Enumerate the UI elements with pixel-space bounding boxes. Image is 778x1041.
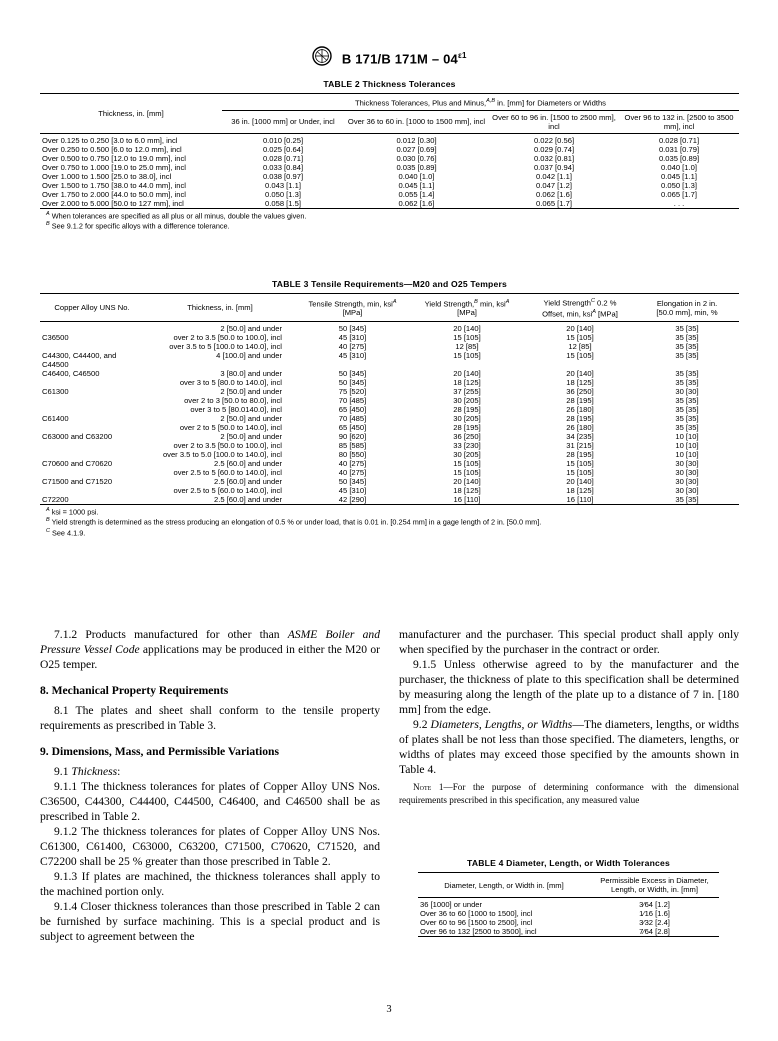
table-3-cell: 20 [140] [453, 369, 481, 379]
table-3-cell: 85 [585] [338, 441, 367, 451]
table-4-row [418, 909, 719, 918]
table-3-row [40, 351, 739, 360]
table-3-row [40, 495, 739, 504]
table-3-cell: 4 [100.0] and under [216, 351, 282, 361]
footnote: $^A$ When tolerances are specified as all plus or all minus, double the values given. [46, 210, 307, 220]
table-2-col-1: 36 in. [1000 mm] or Under, incl [231, 117, 335, 127]
table-3-cell: 70 [485] [338, 414, 367, 424]
paragraph-9-1-4-cont: manufacturer and the purchaser. This special product shall apply only when specified by the purchaser in the contract or order. [399, 628, 739, 656]
paragraph-9-1-2: 9.1.2 The thickness tolerances for plates of Copper Alloy UNS Nos. C61300, C61400, C63000, C63200, C71500, C70620, C71520, and C72200 shall be 25 % greater than those prescribed in Table 2. [40, 825, 380, 868]
table-3-cell: 35 [35] [675, 414, 699, 424]
table-2-row [40, 133, 739, 145]
table-2-cell: Over 1.500 to 1.750 [38.0 to 44.0 mm], incl [42, 180, 186, 190]
table-4-cell: 36 [1000] or under [420, 900, 483, 909]
table-3-caption: TABLE 3 Tensile Requirements—M20 and O25 Tempers [271, 279, 507, 289]
table-3-cell: 18 [125] [566, 378, 594, 388]
table-3-cell [40, 468, 144, 477]
table-3 [40, 279, 739, 537]
table-4-row [418, 898, 719, 910]
page-number: 3 [386, 1004, 392, 1015]
table-2-cell: 0.037 [0.94] [533, 162, 575, 172]
table-3-cell: 35 [35] [675, 324, 699, 334]
footnote: $^C$ See 4.1.9. [46, 527, 86, 538]
table-3-row [40, 369, 739, 378]
table-3-cell: C44300, C44400, and [42, 351, 117, 361]
table-3-cell: 36 [250] [453, 432, 481, 442]
table-3-cell: C72200 [42, 495, 69, 505]
table-3-cell: 45 [310] [338, 333, 367, 343]
table-3-row [40, 405, 739, 414]
table-3-row [40, 387, 739, 396]
table-3-cell: 35 [35] [675, 351, 699, 361]
table-3-cell: 65 [450] [338, 423, 367, 433]
table-2-cell: Over 2.000 to 5.000 [50.0 to 127 mm], incl [42, 198, 184, 208]
table-3-cell: C71500 and C71520 [42, 477, 113, 487]
table-2-cell: 0.031 [0.79] [658, 144, 700, 154]
table-3-cell: 26 [180] [566, 423, 594, 433]
table-2-cell: 0.043 [1.1] [265, 180, 301, 190]
table-3-cell: 18 [125] [566, 486, 594, 496]
section-8-heading: 8. Mechanical Property Requirements [40, 684, 229, 697]
table-3-cell [409, 360, 525, 369]
right-column [399, 627, 739, 806]
table-3-cell [40, 342, 144, 351]
table-3-cell: over 3 to 5 [80.0140.0], incl [190, 405, 282, 415]
page-header [0, 46, 778, 71]
table-3-cell: 10 [10] [675, 450, 699, 460]
table-3-cell: over 3.5 to 5.0 [100.0 to 140.0], incl [162, 450, 282, 460]
left-column [40, 627, 380, 944]
table-4-cell: Over 36 to 60 [1000 to 1500], incl [420, 909, 533, 918]
table-4-cell: 3⁄32 [2.4] [639, 918, 670, 927]
table-2-row [40, 199, 739, 208]
table-3-cell [40, 423, 144, 432]
table-3-row [40, 468, 739, 477]
table-4-row [418, 918, 719, 927]
table-3-cell: 30 [205] [453, 414, 481, 424]
table-2-cell: 0.029 [0.74] [533, 144, 575, 154]
table-3-cell: 28 [195] [453, 405, 481, 415]
table-3-cell [40, 322, 144, 334]
table-2-cell: 0.045 [1.1] [398, 180, 435, 190]
table-3-cell [40, 396, 144, 405]
table-2-cell: 0.035 [0.89] [658, 153, 700, 163]
table-3-cell: 10 [10] [675, 432, 699, 442]
table-3-cell: 2 [50.0] and under [220, 387, 282, 397]
table-3-cell: 35 [35] [675, 378, 699, 388]
table-3-cell: 16 [110] [453, 495, 481, 505]
table-3-cell: C44500 [42, 360, 69, 370]
table-2-cell: 0.040 [1.0] [398, 171, 435, 181]
table-4-cell: 7⁄64 [2.8] [639, 927, 670, 936]
table-3-cell: 37 [255] [453, 387, 481, 397]
table-3-cell: 30 [30] [675, 477, 699, 487]
table-3-cell: 50 [345] [338, 324, 367, 334]
table-2-cell: Over 0.125 to 0.250 [3.0 to 6.0 mm], incl [42, 135, 178, 145]
table-3-cell: 35 [35] [675, 423, 699, 433]
table-3-cell: 75 [520] [338, 387, 367, 397]
table-3-cell: 35 [35] [675, 396, 699, 406]
table-3-cell: 18 [125] [453, 378, 481, 388]
table-2 [40, 79, 739, 230]
table-2-row [40, 145, 739, 154]
table-2-cell: 0.047 [1.2] [536, 180, 572, 190]
paragraph-9-2: 9.2 Diameters, Lengths, or Widths—The diameters, lengths, or widths of plates shall be not less than those specified. The diameters, lengths, or widths of plates may exceed those specified by the amounts shown in Table 4. [399, 718, 740, 776]
table-3-cell: 80 [550] [338, 450, 367, 460]
table-2-cell: Over 0.750 to 1.000 [19.0 to 25.0 mm], incl [42, 162, 186, 172]
table-3-cell [40, 405, 144, 414]
table-3-cell: 2.5 [60.0] and under [214, 477, 282, 487]
table-3-cell: C63000 and C63200 [42, 432, 113, 442]
table-3-cell: 50 [345] [338, 369, 367, 379]
epsilon-superscript: ε1 [457, 50, 467, 60]
table-3-cell: 31 [215] [566, 441, 594, 451]
table-2-cell: Over 1.000 to 1.500 [25.0 to 38.0], incl [42, 171, 172, 181]
table-3-cell: 30 [30] [675, 486, 699, 496]
table-3-cell: 33 [230] [453, 441, 481, 451]
table-3-row [40, 396, 739, 405]
table-3-col-yield: Yield Strength,$^B$ min, ksi$^A$ [MPa] [424, 298, 510, 318]
table-4-cell: 3⁄64 [1.2] [639, 900, 670, 909]
table-3-cell: C70600 and C70620 [42, 459, 113, 469]
table-3-row [40, 322, 739, 334]
table-3-cell: 2 [50.0] and under [220, 432, 282, 442]
table-3-row [40, 486, 739, 495]
table-2-cell: 0.030 [0.76] [396, 153, 437, 163]
table-2-cell: 0.032 [0.81] [533, 153, 575, 163]
table-2-cell: 0.025 [0.64] [262, 144, 304, 154]
table-3-cell: C46400, C46500 [42, 369, 100, 379]
table-3-cell: 30 [30] [675, 459, 699, 469]
table-3-cell: over 3.5 to 5 [100.0 to 140.0], incl [169, 342, 282, 352]
table-3-cell: 45 [310] [338, 351, 367, 361]
table-3-row [40, 441, 739, 450]
table-3-cell: 35 [35] [675, 333, 699, 343]
table-3-cell: over 2 to 3.5 [50.0 to 100.0], incl [173, 333, 282, 343]
table-2-cell: 0.055 [1.4] [398, 189, 435, 199]
table-3-row [40, 414, 739, 423]
table-3-col-thickness: Thickness, in. [mm] [187, 303, 253, 313]
table-2-row [40, 154, 739, 163]
table-3-cell: 42 [290] [338, 495, 367, 505]
table-3-cell: 30 [30] [675, 468, 699, 478]
table-4-cell: Over 60 to 96 [1500 to 2500], incl [420, 918, 533, 927]
table-3-cell: 15 [105] [566, 333, 594, 343]
table-3-cell: 70 [485] [338, 396, 367, 406]
table-3-cell: over 2 to 3.5 [50.0 to 100.0], incl [173, 441, 282, 451]
table-4-row [418, 927, 719, 937]
table-2-cell: 0.062 [1.6] [398, 198, 435, 208]
table-3-cell: 28 [195] [566, 450, 594, 460]
table-3-col-yield-offset: Yield Strength$^C$ 0.2 % Offset, min, ksi$^A$ [MPa] [542, 298, 618, 319]
table-3-cell: 65 [450] [338, 405, 367, 415]
table-2-cell: 0.062 [1.6] [536, 189, 572, 199]
table-2-grid [40, 93, 739, 208]
table-3-cell: 12 [85] [568, 342, 592, 352]
table-3-cell: C36500 [42, 333, 69, 343]
table-3-cell: 30 [205] [453, 396, 481, 406]
table-2-cell: 0.065 [1.7] [536, 198, 572, 208]
table-3-cell [40, 441, 144, 450]
table-3-cell: 35 [35] [675, 342, 699, 352]
table-3-cell: 2.5 [60.0] and under [214, 459, 282, 469]
table-4-grid [418, 872, 719, 937]
table-3-grid [40, 293, 739, 504]
table-2-cell: 0.050 [1.3] [661, 180, 697, 190]
table-3-cell: 40 [275] [338, 342, 367, 352]
table-2-row [40, 163, 739, 172]
table-3-cell: 30 [30] [675, 387, 699, 397]
table-3-cell: 2.5 [60.0] and under [214, 495, 282, 505]
table-2-cell: 0.027 [0.69] [396, 144, 437, 154]
document-designation: B 171/B $171M - 04^{\varepsilon 1}$ [341, 50, 467, 67]
table-2-col-thickness: Thickness, in. [mm] [40, 94, 222, 134]
paragraph-9-1-1: 9.1.1 The thickness tolerances for plates of Copper Alloy UNS Nos. C36500, C44300, C44400, C44500, C46400, and C46500 shall be as prescribed in Table 2. [40, 780, 380, 823]
footnote: $^B$ See 9.1.2 for specific alloys with a difference tolerance. [46, 220, 230, 231]
table-2-row [40, 190, 739, 199]
table-4-col-dimension: Diameter, Length, or Width in. [mm] [444, 880, 564, 890]
table-4-caption: TABLE 4 Diameter, Length, or Width Tolerances [467, 858, 670, 868]
table-3-cell: 20 [140] [453, 324, 481, 334]
table-3-cell [144, 360, 296, 369]
table-2-cell: 0.058 [1.5] [265, 198, 301, 208]
table-3-cell: 10 [10] [675, 441, 699, 451]
table-3-cell: over 2 to 5 [50.0 to 140.0], incl [179, 423, 282, 433]
table-2-cell: 0.045 [1.1] [661, 171, 697, 181]
table-3-cell: 15 [105] [453, 459, 481, 469]
table-3-cell [525, 360, 635, 369]
table-2-cell: 0.038 [0.97] [262, 171, 304, 181]
table-3-cell: 20 [140] [453, 477, 481, 487]
table-3-row [40, 477, 739, 486]
table-4-cell: 1⁄16 [1.6] [639, 909, 670, 918]
table-3-row [40, 378, 739, 387]
table-3-cell: 45 [310] [338, 486, 367, 496]
table-2-cell: 0.012 [0.30] [396, 135, 437, 145]
table-4-col-excess: Permissible Excess in Diameter, Length, or Width, in. [mm] [600, 876, 709, 894]
paragraph-7-1-2: 7.1.2 Products manufactured for other than ASME Boiler and Pressure Vessel Code applications may be produced in either the M20 or O25 temper. [40, 628, 380, 671]
table-2-cell: Over 0.250 to 0.500 [6.0 to 12.0 mm], incl [42, 144, 182, 154]
table-2-col-4: Over 96 to 132 in. [2500 to 3500 mm], incl [624, 112, 734, 131]
table-3-cell: 35 [35] [675, 495, 699, 505]
table-3-cell: 90 [620] [338, 432, 367, 442]
table-4-cell: Over 96 to 132 [2500 to 3500], incl [420, 927, 537, 936]
footnote: $^B$ Yield strength is determined as the stress producing an elongation of 0.5 % or under load, that is 0.01 in. [0.254 mm] in a gage length of 2 in. [50.0 mm]. [46, 517, 542, 527]
table-3-row [40, 450, 739, 459]
footnote: $^A$ ksi = 1000 psi. [46, 507, 99, 517]
table-2-cell: Over 1.750 to 2.000 [44.0 to 50.0 mm], incl [42, 189, 186, 199]
table-3-cell [40, 450, 144, 459]
table-3-cell: 20 [140] [566, 477, 594, 487]
table-3-cell: 28 [195] [453, 423, 481, 433]
section-9-heading: 9. Dimensions, Mass, and Permissible Variations [40, 745, 279, 758]
table-3-cell: 12 [85] [455, 342, 479, 352]
table-3-row [40, 423, 739, 432]
table-3-cell [635, 360, 739, 369]
table-3-col-tensile: Tensile Strength, min, ksi$^A$ [MPa] [308, 298, 397, 318]
table-3-cell: 40 [275] [338, 459, 367, 469]
table-3-cell: 28 [195] [566, 396, 594, 406]
table-3-row [40, 333, 739, 342]
paragraph-8-1: 8.1 The plates and sheet shall conform to the tensile property requirements as prescribed in Table 3. [40, 704, 380, 732]
table-3-cell: 2 [50.0] and under [220, 324, 282, 334]
table-3-cell: 20 [140] [566, 369, 594, 379]
table-3-cell: over 2.5 to 5 [60.0 to 140.0], incl [173, 486, 282, 496]
table-3-cell: 50 [345] [338, 378, 367, 388]
table-2-cell: 0.028 [0.71] [262, 153, 304, 163]
table-3-cell: 28 [195] [566, 414, 594, 424]
table-3-col-alloy: Copper Alloy UNS No. [54, 303, 130, 313]
astm-logo [311, 46, 333, 71]
table-2-footnotes [40, 208, 739, 231]
table-3-footnotes [40, 504, 739, 537]
table-2-cell: 0.028 [0.71] [658, 135, 700, 145]
table-2-cell: . . . [673, 198, 685, 208]
table-2-cell: 0.065 [1.7] [661, 189, 697, 199]
table-3-cell: 2 [50.0] and under [220, 414, 282, 424]
table-3-cell [296, 360, 409, 369]
table-2-caption: TABLE 2 Thickness Tolerances [323, 79, 456, 89]
table-2-cell: 0.050 [1.3] [265, 189, 301, 199]
table-2-row [40, 181, 739, 190]
table-3-cell: C61400 [42, 414, 69, 424]
table-3-cell: 40 [275] [338, 468, 367, 478]
table-3-cell: 50 [345] [338, 477, 367, 487]
table-2-row [40, 172, 739, 181]
table-3-cell: 20 [140] [566, 324, 594, 334]
table-3-cell: 35 [35] [675, 369, 699, 379]
table-3-cell: over 3 to 5 [80.0 to 140.0], incl [179, 378, 282, 388]
table-3-cell: 15 [105] [453, 468, 481, 478]
table-2-cell: 0.022 [0.56] [533, 135, 575, 145]
table-2-col-3: Over 60 to 96 in. [1500 to 2500 mm], incl [492, 112, 616, 131]
paragraph-9-1-5: 9.1.5 Unless otherwise agreed to by the manufacturer and the purchaser, the thickness of plate to this specification shall be determined by measuring along the length of the plate up to a distance of 7 in. [180 mm] from the edge. [399, 658, 739, 716]
table-3-cell: 26 [180] [566, 405, 594, 415]
table-3-cell: 16 [110] [566, 495, 594, 505]
table-2-col-2: Over 36 to 60 in. [1000 to 1500 mm], incl [347, 117, 486, 127]
table-4 [418, 858, 719, 937]
table-3-cell: 30 [205] [453, 450, 481, 460]
paragraph-9-1-4: 9.1.4 Closer thickness tolerances than those prescribed in Table 2 can be furnished by surface machining. This is a special product and is subject to agreement between the [40, 900, 380, 943]
table-3-col-elongation: Elongation in 2 in. [50.0 mm], min, % [656, 298, 718, 317]
table-3-cell [40, 486, 144, 495]
table-2-cell: 0.040 [1.0] [661, 162, 697, 172]
table-3-cell: 18 [125] [453, 486, 481, 496]
table-2-cell: 0.042 [1.1] [536, 171, 572, 181]
table-3-cell: 15 [105] [453, 351, 481, 361]
table-3-row [40, 360, 739, 369]
table-3-cell: over 2 to 3 [50.0 to 80.0], incl [184, 396, 282, 406]
table-3-cell: 15 [105] [566, 468, 594, 478]
table-3-cell [40, 378, 144, 387]
table-3-row [40, 432, 739, 441]
table-3-cell: 15 [105] [453, 333, 481, 343]
table-3-cell: 34 [235] [566, 432, 594, 442]
table-3-row [40, 342, 739, 351]
table-2-cell: 0.010 [0.25] [262, 135, 304, 145]
table-2-group-header: Thickness Tolerances, Plus and Minus,$^{A,B}$ in. [mm] for Diameters or Widths [222, 94, 739, 111]
table-3-cell: 3 [80.0] and under [220, 369, 282, 379]
table-3-cell: 15 [105] [566, 351, 594, 361]
table-3-cell: over 2.5 to 5 [60.0 to 140.0], incl [173, 468, 282, 478]
paragraph-9-1-3: 9.1.3 If plates are machined, the thickness tolerances shall apply to the machined portion only. [40, 870, 380, 898]
table-3-cell: C61300 [42, 387, 69, 397]
table-3-cell: 15 [105] [566, 459, 594, 469]
table-3-cell: 36 [250] [566, 387, 594, 397]
note-1: Note 1—For the purpose of determining conformance with the dimensional requirements prescribed in this specification, any measured value [399, 782, 739, 805]
table-3-cell: 35 [35] [675, 405, 699, 415]
table-2-cell: 0.033 [0.84] [262, 162, 304, 172]
paragraph-9-1: 9.1 Thickness: [54, 765, 121, 778]
table-2-cell: Over 0.500 to 0.750 [12.0 to 19.0 mm], incl [42, 153, 186, 163]
table-3-row [40, 459, 739, 468]
table-2-cell: 0.035 [0.89] [396, 162, 437, 172]
